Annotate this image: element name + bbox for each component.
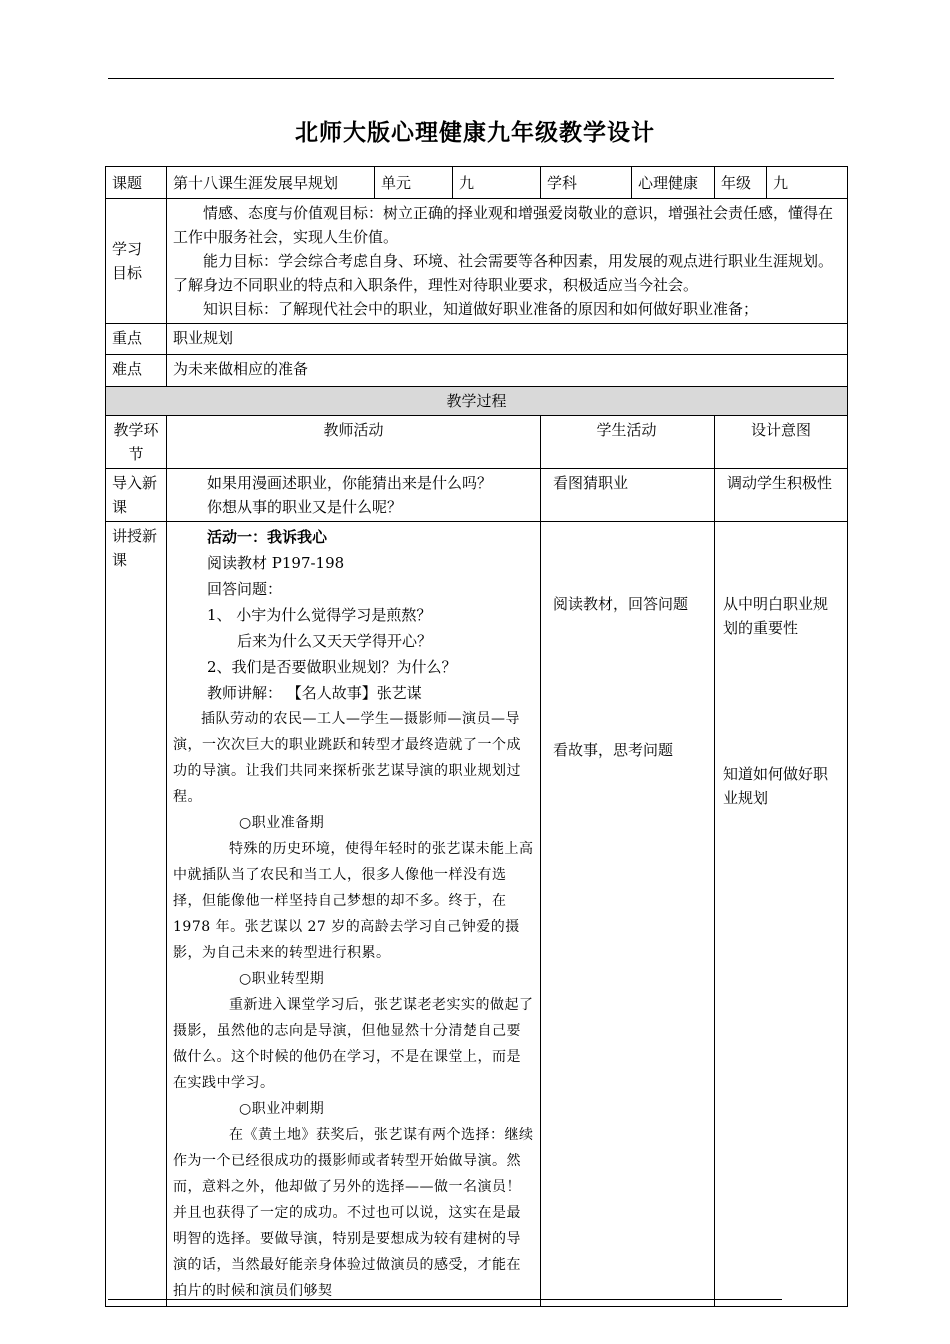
intro-intent: 调动学生积极性 [715, 469, 848, 522]
col-teacher: 教师活动 [167, 416, 541, 469]
col-stage: 教学环节 [106, 416, 167, 469]
goal-emotion: 情感、态度与价值观目标：树立正确的择业观和增强爱岗敬业的意识，增强社会责任感，懂得在工作中服务社会，实现人生价值。 [173, 204, 834, 246]
col-student: 学生活动 [541, 416, 715, 469]
stage2-text: 重新进入课堂学习后，张艺谋老老实实的做起了摄影，虽然他的志向是导演，但他显然十分清楚自己要做什么。这个时候的他仍在学习，不是在课堂上，而是在实践中学习。 [173, 997, 534, 1091]
question-2: 2、我们是否要做职业规划？为什么？ [207, 658, 457, 676]
intro-teacher: 如果用漫画述职业，你能猜出来是什么吗？ 你想从事的职业又是什么呢？ [167, 469, 541, 522]
course-label: 课题 [106, 167, 167, 199]
goals-label: 学习 目标 [106, 199, 167, 324]
intro-stage: 导入新课 [106, 469, 167, 522]
student-activity-1: 阅读教材，回答问题 [553, 595, 689, 613]
stage3-title: ○职业冲刺期 [239, 1101, 325, 1117]
teacher-explain: 教师讲解： 【名人故事】张艺谋 [207, 684, 422, 702]
header-rule [108, 78, 834, 79]
subject-label: 学科 [541, 167, 632, 199]
stage2-title: ○职业转型期 [239, 971, 325, 987]
difficulty-row [106, 355, 848, 387]
goal-knowledge: 知识目标：了解现代社会中的职业，知道做好职业准备的原因和如何做好职业准备； [203, 300, 759, 318]
key-point-value: 职业规划 [167, 324, 848, 355]
subject-value: 心理健康 [632, 167, 715, 199]
teach-teacher [167, 522, 541, 1307]
col-intent: 设计意图 [715, 416, 848, 469]
process-title-row [106, 387, 848, 416]
difficulty-label: 难点 [106, 355, 167, 387]
goal-ability: 能力目标：学会综合考虑自身、环境、社会需要等各种因素，用发展的观点进行职业生涯规划。了解身边不同职业的特点和入职条件，理性对待职业要求，积极适应当今社会。 [173, 252, 834, 294]
stage1-title: ○职业准备期 [239, 815, 325, 831]
document-title: 北师大版心理健康九年级教学设计 [295, 120, 655, 146]
unit-label: 单元 [375, 167, 453, 199]
course-value: 第十八课生涯发展早规划 [167, 167, 375, 199]
difficulty-value: 为未来做相应的准备 [167, 355, 848, 387]
question-1: 1、 小宇为什么觉得学习是煎熬？ [207, 606, 432, 624]
grade-label: 年级 [715, 167, 767, 199]
stage3-text: 在《黄土地》获奖后，张艺谋有两个选择：继续作为一个已经很成功的摄影师或者转型开始做导演。然而，意料之外，他却做了另外的选择——做一名演员！并且也获得了一定的成功。不过也可以说，这实在是最明智的选择。要做导演，特别是要想成为较有建树的导演的话，当然最好能亲身体验过做演员的感受，才能在拍片的时候和演员们够契 [173, 1127, 534, 1299]
teach-stage: 讲授新课 [106, 522, 167, 1307]
intro-row [106, 469, 848, 522]
column-header-row [106, 416, 848, 469]
goals-row [106, 199, 848, 324]
lesson-plan-table [105, 166, 848, 1307]
intent-1: 从中明白职业规划的重要性 [723, 595, 829, 637]
teach-intent [715, 522, 848, 1307]
goals-content [167, 199, 848, 324]
question-1b: 后来为什么又天天学得开心？ [237, 632, 433, 650]
unit-value: 九 [453, 167, 541, 199]
footer-rule [108, 1299, 782, 1300]
student-activity-2: 看故事，思考问题 [553, 741, 674, 759]
stage1-text: 特殊的历史环境，使得年轻时的张艺谋未能上高中就插队当了农民和当工人，很多人像他一样没有选择，但能像他一样坚持自己梦想的却不多。终于，在 1978 年。张艺谋以 27 岁的高龄去学习自己钟爱的摄影，为自己未来的转型进行积累。 [173, 841, 534, 961]
key-point-row [106, 324, 848, 355]
read-instruction: 阅读教材 P197-198 [207, 554, 345, 572]
header-row [106, 167, 848, 199]
activity-title: 活动一：我诉我心 [207, 528, 328, 546]
intent-2: 知道如何做好职业规划 [723, 765, 829, 807]
answer-prompt: 回答问题： [207, 580, 283, 598]
teach-student [541, 522, 715, 1307]
story-intro: 插队劳动的农民—工人—学生—摄影师—演员—导演，一次次巨大的职业跳跃和转型才最终造就了一个成功的导演。让我们共同来探析张艺谋导演的职业规划过程。 [173, 711, 521, 805]
key-point-label: 重点 [106, 324, 167, 355]
process-title: 教学过程 [106, 387, 848, 416]
grade-value: 九 [767, 167, 848, 199]
intro-student: 看图猜职业 [541, 469, 715, 522]
teach-row [106, 522, 848, 1307]
